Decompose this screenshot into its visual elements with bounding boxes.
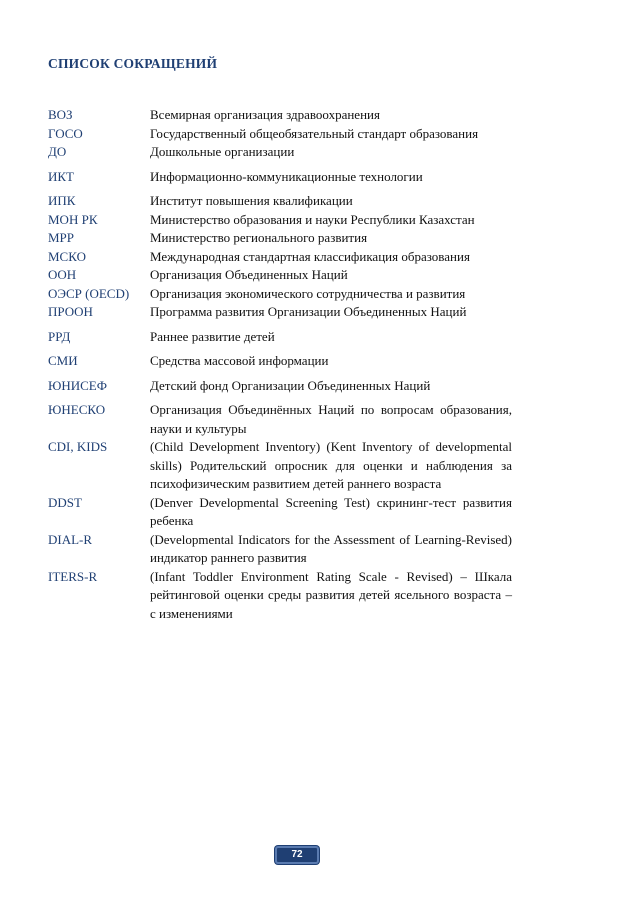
abbreviation: CDI, KIDS bbox=[48, 439, 108, 454]
list-item bbox=[48, 266, 512, 285]
abbreviation: МОН РК bbox=[48, 211, 98, 227]
abbreviations-list bbox=[48, 106, 512, 623]
abbreviation: ОЭСР (OECD) bbox=[48, 285, 130, 301]
abbreviation: ЮНИСЕФ bbox=[48, 377, 108, 393]
definition: Информационно-коммуникационные технологии bbox=[150, 168, 423, 184]
abbreviation: ВОЗ bbox=[48, 107, 73, 122]
definition: Дошкольные организации bbox=[150, 144, 295, 159]
list-item bbox=[48, 401, 512, 438]
definition: Организация экономического сотрудничества и развития bbox=[150, 285, 466, 301]
list-item bbox=[48, 211, 512, 230]
list-item bbox=[48, 352, 512, 371]
definition: (Denver Developmental Screening Test) скрининг-тест развития ребенка bbox=[150, 494, 512, 528]
abbreviation: ДО bbox=[48, 144, 67, 159]
list-item bbox=[48, 106, 512, 125]
page-number-badge: 72 bbox=[275, 846, 319, 864]
definition: Организация Объединенных Наций bbox=[150, 267, 348, 282]
list-item bbox=[48, 303, 512, 322]
list-item bbox=[48, 125, 512, 144]
list-item bbox=[48, 168, 512, 187]
definition: Государственный общеобязательный стандарт образования bbox=[150, 125, 479, 141]
abbreviation: ООН bbox=[48, 267, 77, 282]
definition: (Child Development Inventory) (Kent Inventory of developmental skills) Родительский опросник для оценки и наблюдения за психофизическим развитием детей раннего возраста bbox=[150, 439, 512, 491]
definition: Детский фонд Организации Объединенных Наций bbox=[150, 377, 431, 393]
list-item bbox=[48, 248, 512, 267]
list-item bbox=[48, 494, 512, 531]
abbreviation: ГОСО bbox=[48, 125, 83, 141]
abbreviation: ИКТ bbox=[48, 168, 74, 184]
abbreviation: DDST bbox=[48, 494, 82, 510]
list-item bbox=[48, 568, 512, 624]
definition: Программа развития Организации Объединенных Наций bbox=[150, 304, 467, 319]
abbreviation: СМИ bbox=[48, 353, 78, 368]
definition: Раннее развитие детей bbox=[150, 328, 275, 344]
list-item bbox=[48, 229, 512, 248]
definition: Министерство регионального развития bbox=[150, 230, 368, 245]
definition: Всемирная организация здравоохранения bbox=[150, 107, 380, 122]
list-item bbox=[48, 438, 512, 494]
definition: Министерство образования и науки Республики Казахстан bbox=[150, 211, 475, 227]
definition: Международная стандартная классификация образования bbox=[150, 248, 470, 264]
abbreviation: ЮНЕСКО bbox=[48, 402, 106, 417]
definition: (Infant Toddler Environment Rating Scale - Revised) – Шкала рейтинговой оценки среды развития детей ясельного возраста – с изменениями bbox=[150, 568, 512, 621]
abbreviation: МРР bbox=[48, 230, 75, 245]
definition: (Developmental Indicators for the Assessment of Learning-Revised) индикатор раннего развития bbox=[150, 531, 512, 565]
abbreviation: ИПК bbox=[48, 193, 76, 208]
abbreviation: ПРООН bbox=[48, 304, 93, 319]
abbreviation: РРД bbox=[48, 328, 71, 344]
list-item bbox=[48, 192, 512, 211]
list-item bbox=[48, 328, 512, 347]
abbreviation: МСКО bbox=[48, 248, 86, 264]
page-title: СПИСОК СОКРАЩЕНИЙ bbox=[48, 56, 218, 71]
abbreviation: ITERS-R bbox=[48, 568, 98, 584]
list-item bbox=[48, 377, 512, 396]
list-item bbox=[48, 143, 512, 162]
definition: Средства массовой информации bbox=[150, 353, 329, 368]
list-item bbox=[48, 285, 512, 304]
definition: Организация Объединённых Наций по вопросам образования, науки и культуры bbox=[150, 402, 512, 436]
definition: Институт повышения квалификации bbox=[150, 193, 353, 208]
list-item bbox=[48, 531, 512, 568]
abbreviation: DIAL-R bbox=[48, 531, 93, 547]
